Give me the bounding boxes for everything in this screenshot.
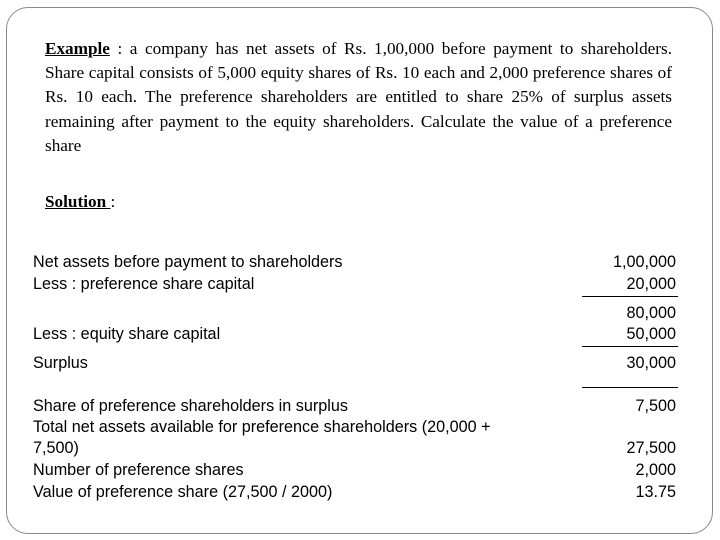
value-of-preference-share-amount: 13.75 bbox=[635, 483, 676, 501]
subtotal-rule-1 bbox=[582, 296, 678, 297]
net-assets-amount: 1,00,000 bbox=[612, 253, 676, 271]
total-net-assets-label: Total net assets available for preference shareholders (20,000 + bbox=[33, 418, 491, 436]
value-of-preference-share-label: Value of preference share (27,500 / 2000) bbox=[33, 483, 333, 501]
solution-colon: : bbox=[110, 192, 116, 211]
number-of-preference-shares-amount: 2,000 bbox=[635, 461, 676, 479]
less-equity-capital-label: Less : equity share capital bbox=[33, 325, 221, 343]
total-net-assets-amount: 27,500 bbox=[626, 439, 676, 457]
solution-label: Solution bbox=[45, 192, 111, 211]
net-assets-label: Net assets before payment to shareholders bbox=[33, 253, 343, 271]
surplus-amount: 30,000 bbox=[626, 354, 676, 372]
subtotal-rule-3 bbox=[582, 387, 678, 388]
less-preference-capital-label: Less : preference share capital bbox=[33, 275, 255, 293]
problem-text: : a company has net assets of Rs. 1,00,000 before payment to shareholders. Share capital consists of 5,000 equity shares of Rs. 10 each and 2,000 preference shares of Rs. 10 each. The preference shareholders are entitled to share 25% of surplus assets remaining after payment to the equity shareholders. Calculate the value of a preference share bbox=[45, 39, 672, 155]
subtotal-amount: 80,000 bbox=[626, 304, 676, 322]
less-equity-capital-amount: 50,000 bbox=[626, 325, 676, 343]
less-preference-capital-amount: 20,000 bbox=[626, 275, 676, 293]
subtotal-rule-2 bbox=[582, 346, 678, 347]
preference-share-in-surplus-label: Share of preference shareholders in surplus bbox=[33, 397, 348, 415]
total-net-assets-label-cont: 7,500) bbox=[33, 439, 79, 457]
preference-share-in-surplus-amount: 7,500 bbox=[635, 397, 676, 415]
example-label: Example bbox=[45, 39, 110, 58]
solution-heading bbox=[45, 192, 115, 212]
surplus-label: Surplus bbox=[33, 354, 88, 372]
number-of-preference-shares-label: Number of preference shares bbox=[33, 461, 244, 479]
problem-statement bbox=[45, 37, 672, 158]
